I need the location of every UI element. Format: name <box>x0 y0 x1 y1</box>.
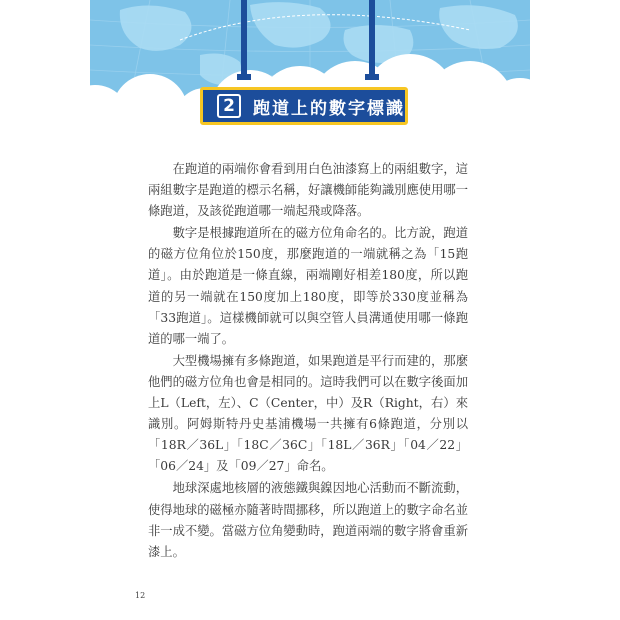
paragraph: 在跑道的兩端你會看到用白色油漆寫上的兩組數字，這兩組數字是跑道的標示名稱，好讓機師能夠識別應使用哪一條跑道，及該從跑道哪一端起飛或降落。 <box>148 162 468 219</box>
body-text <box>148 159 468 564</box>
left-pole <box>241 0 247 78</box>
left-pole-cap <box>237 74 251 80</box>
paragraph: 地球深處地核層的液態鐵與鎳因地心活動而不斷流動，使得地球的磁極亦隨著時間挪移，所以跑道上的數字命名並非一成不變。當磁方位角變動時，跑道兩端的數字將會重新漆上。 <box>148 481 468 559</box>
chapter-number: 2 <box>217 94 241 118</box>
page-number: 12 <box>135 591 146 600</box>
paragraph: 大型機場擁有多條跑道，如果跑道是平行而建的，那麼他們的磁方位角也會是相同的。這時我們可以在數字後面加上L（Left，左）、C（Center，中）及R（Right，右）來識別。阿姆斯特丹史基浦機場一共擁有6條跑道，分別以「18R／36L」「18C／36C」「18L／36R」「04／22」「06／24」及「09／27」命名。 <box>148 353 468 474</box>
chapter-sign <box>200 87 408 125</box>
chapter-title: 跑道上的數字標識 <box>253 98 405 119</box>
paragraph: 數字是根據跑道所在的磁方位角命名的。比方說，跑道的磁方位角位於150度，那麼跑道的一端就稱之為「15跑道」。由於跑道是一條直線，兩端剛好相差180度，所以跑道的另一端就在150度加上180度，即等於330度並稱為「33跑道」。這樣機師就可以與空管人員溝通使用哪一條跑道的哪一端了。 <box>148 226 468 346</box>
right-pole <box>369 0 375 78</box>
right-pole-cap <box>365 74 379 80</box>
